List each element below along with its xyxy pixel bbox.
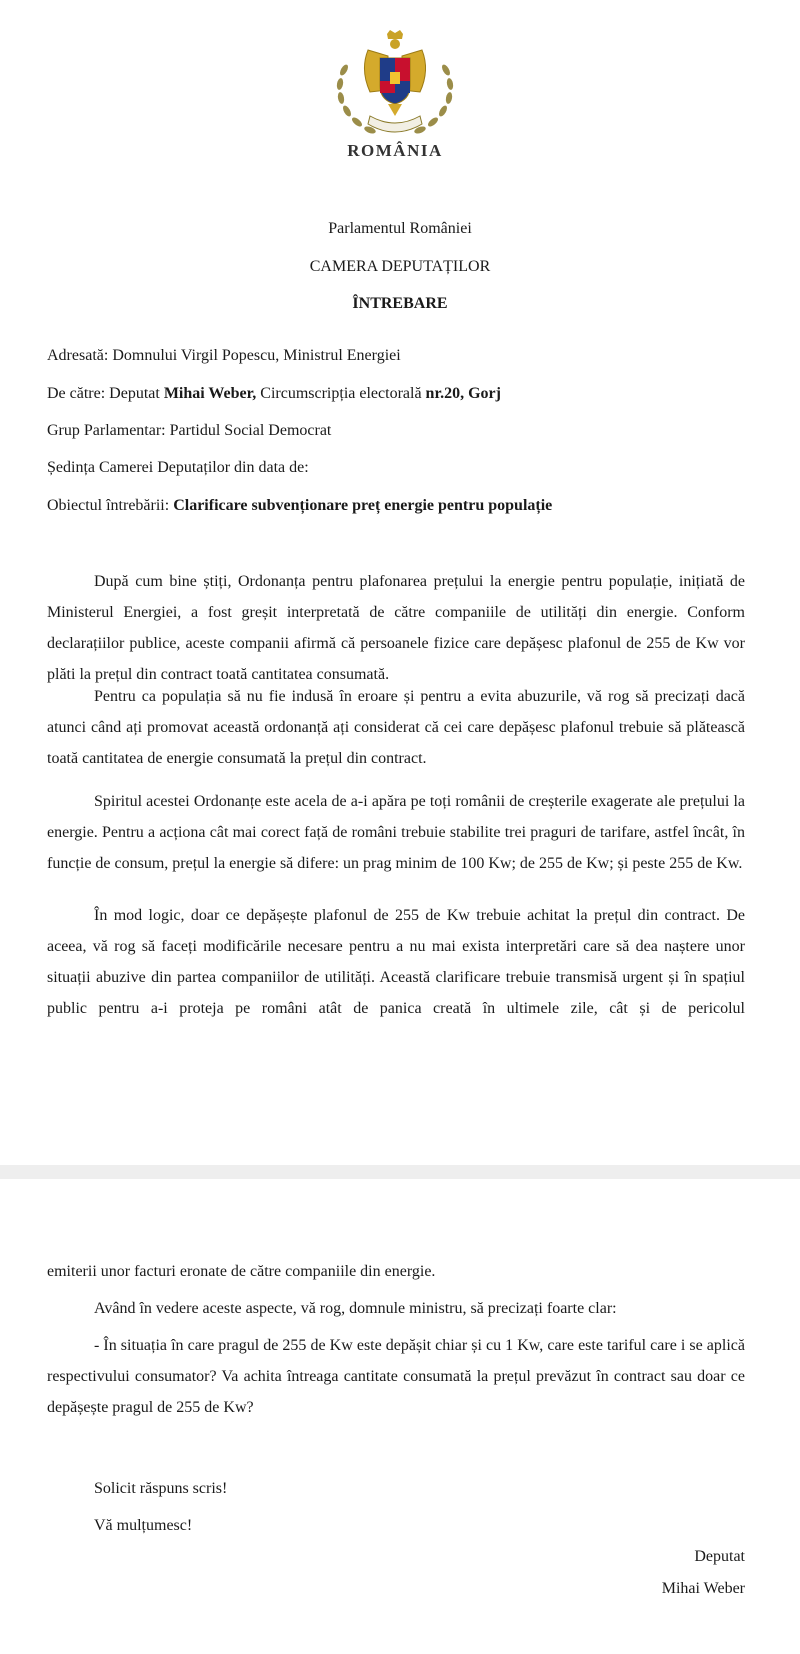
subject-value: Clarificare subvenționare preț energie pentru populație [173,497,553,514]
signature-title: Deputat [694,1548,745,1565]
addressee-label: Adresată: [47,347,109,364]
addressee-value: Domnului Virgil Popescu, Ministrul Energiei [112,347,401,364]
subject-label: Obiectul întrebării: [47,497,174,514]
from-name: Mihai Weber, [163,385,257,402]
body-paragraph-6: - În situația în care pragul de 255 de Kw este depășit chiar și cu 1 Kw, care este tariful care i se aplică respectivului consumator? Va achita întreaga cantitate consumată la prețul prevăzut în contract sau doar ce depășește pragul de 255 de Kw? [47,1337,745,1416]
chamber-title: CAMERA DEPUTAȚILOR [309,258,491,275]
closing-thanks: Vă mulțumesc! [94,1517,193,1534]
body-paragraph-4-continued: emiterii unor facturi eronate de către companiile din energie. [47,1263,436,1280]
emblem-country-label: ROMÂNIA [347,141,443,160]
parliament-title: Parlamentul României [328,220,472,237]
group-value: Partidul Social Democrat [169,422,332,439]
body-paragraph-4: În mod logic, doar ce depășește plafonul de 255 de Kw trebuie achitat la prețul din contract. De aceea, vă rog să faceți modificările necesare pentru a nu mai exista interpretări care să dea naștere unor situații abuzive din partea companiilor de utilități. Această clarificare trebuie transmisă urgent și în spațiul public pentru a-i proteja pe români atât de panica creată în ultimele zile, cât și de pericolul [47,907,745,1017]
closing-request: Solicit răspuns scris! [94,1480,228,1497]
from-line [47,385,501,403]
document-type-heading: ÎNTREBARE [352,295,448,312]
body-paragraph-3: Spiritul acestei Ordonanțe este acela de a-i apăra pe toți românii de creșterile exagerate ale prețului la energie. Pentru a acționa cât mai corect față de români trebuie stabilite trei praguri de tarifare, astfel încât, în funcție de consum, prețul la energie să difere: un prag minim de 100 Kw; de 255 de Kw; și peste 255 de Kw. [47,793,745,872]
addressee-line [47,347,401,365]
coat-of-arms-emblem [330,30,460,150]
group-line [47,422,331,440]
body-paragraph-2: Pentru ca populația să nu fie indusă în eroare și pentru a evita abuzurile, vă rog să precizați dacă atunci când ați promovat această ordonanță ați considerat că cei care depășesc plafonul trebuie să plătească toată cantitatea de energie consumată la prețul din contract. [47,688,745,767]
group-label: Grup Parlamentar: [47,422,166,439]
body-paragraph-1: După cum bine știți, Ordonanța pentru plafonarea prețului la energie pentru populație, inițiată de Ministerul Energiei, a fost greșit interpretată de către companiile de utilități din energie. Conform declarațiilor publice, aceste companii afirmă că persoanele fizice care depășesc plafonul de 255 de Kw vor plăti la prețul din contract toată cantitatea consumată. [47,573,745,683]
signature-name: Mihai Weber [661,1580,745,1597]
session-line: Ședința Camerei Deputaților din data de: [47,459,309,476]
from-label: De către: Deputat [47,385,164,402]
from-district-number: nr.20, Gorj [425,385,501,402]
body-paragraph-5: Având în vedere aceste aspecte, vă rog, domnule ministru, să precizați foarte clar: [94,1300,617,1317]
page-break-divider [0,1165,800,1179]
from-district: Circumscripția electorală [256,385,426,402]
subject-line [47,497,552,515]
